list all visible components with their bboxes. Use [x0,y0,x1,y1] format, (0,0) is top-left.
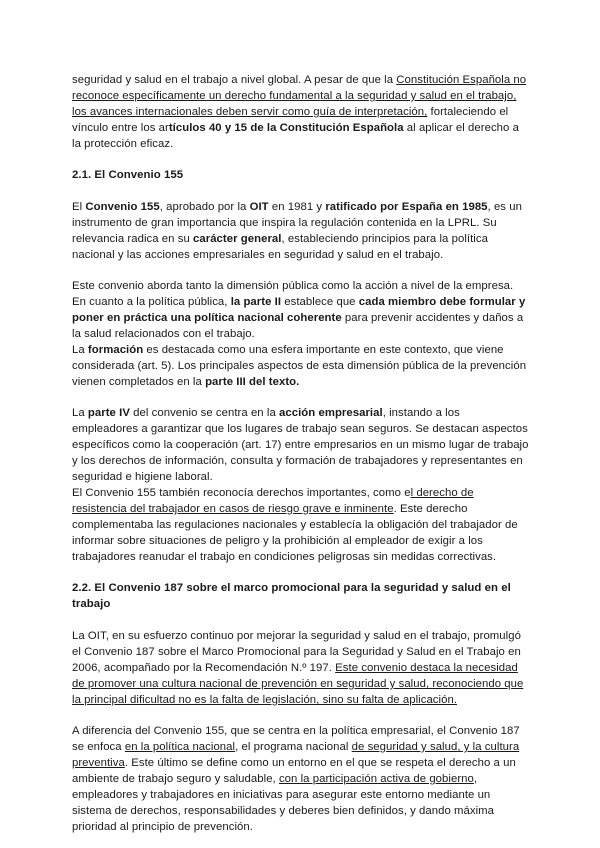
text-run: , aprobado por la [159,201,250,213]
text-run: El [72,201,86,213]
text-run: en 1981 y [268,201,326,213]
bold-text: tículos 40 y 15 de la Constitución Española [168,122,404,134]
text-run: . Este derecho complementaba las regulaciones nacionales y establecía la obligación del trabajador de informar sobre situaciones de peligro y la prohibición al empleador de exigir a los trabajadores reanudar el trabajo en condiciones peligrosas sin medidas correctivas. [72,503,518,563]
bold-text: ratificado por España en 1985 [325,201,488,213]
text-run: es destacada como una esfera importante en este contexto, que viene considerada (art. 5). Los principales aspectos de esta dimensión pública de la prevención vienen completados en la [72,344,527,388]
underlined-text: l derecho de resistencia del trabajador en casos de riesgo grave e inminente [72,487,474,515]
text-run: . Este último se define como un entorno en el que se respeta el derecho a un ambiente de trabajo seguro y saludable, [72,757,516,785]
bold-text: formación [87,344,144,356]
paragraph-convenio-187-intro [72,628,529,708]
text-run: seguridad y salud en el trabajo a nivel global. A pesar de que la [72,74,397,86]
paragraph-cultura-preventiva [72,723,529,835]
bold-text: Convenio 155 [85,201,160,213]
text-run: fortaleciendo el vínculo entre los ar [72,106,509,134]
paragraph-formacion [72,342,529,390]
text-run: para prevenir accidentes y daños a la salud relacionados con el trabajo. [72,312,524,340]
underlined-text: con la participación activa de gobierno [278,773,474,785]
paragraph-dimension-publica [72,278,529,342]
underlined-text: de seguridad y salud, y la cultura preventiva [72,741,520,769]
paragraph-derecho-resistencia [72,485,529,565]
bold-text: la parte II [230,296,282,308]
text-run: , empleadores y trabajadores en iniciativas para asegurar este entorno mediante un sistema de derechos, responsabilidades y deberes bien definidos, y dando máxima prioridad al principio de prevención. [72,773,495,833]
text-run: La OIT, en su esfuerzo continuo por mejorar la seguridad y salud en el trabajo, promulgó el Convenio 187 sobre el Marco Promocional para la Seguridad y Salud en el Trabajo en 2006, acompañado por la Recomendación N.º 197. [72,630,521,674]
paragraph-convenio-155-intro [72,199,529,263]
text-run: establece que [281,296,359,308]
paragraph-parte-iv [72,405,529,485]
text-run: al aplicar el derecho a la protección eficaz. [72,122,519,150]
paragraph-constitucion [72,72,529,152]
text-run: , instando a los empleadores a garantizar que los lugares de trabajo sean seguros. Se destacan aspectos específicos como la cooperación (art. 17) entre empresarios en un mismo lugar de trabajo y los derechos de información, consulta y formación de trabajadores y representantes en seguridad e higiene laboral. [72,407,529,483]
bold-text: parte IV [87,407,130,419]
bold-text: acción empresarial [279,407,383,419]
text-run: , el programa nacional [235,741,352,753]
bold-text: parte III del texto. [205,376,300,388]
underlined-text: Constitución Española no reconoce específicamente un derecho fundamental a la seguridad y salud en el trabajo, los avances internacionales deben servir como guía de interpretación, [72,74,527,118]
bold-text: carácter general [193,233,282,245]
text-run: del convenio se centra en la [129,407,280,419]
underlined-text: en la política nacional [124,741,236,753]
text-run: El Convenio 155 también reconocía derechos importantes, como e [72,487,411,499]
section-heading-convenio-155: 2.1. El Convenio 155 [72,169,184,181]
text-run: A diferencia del Convenio 155, que se centra en la política empresarial, el Convenio 187 se enfoca [72,725,520,753]
underlined-text: Este convenio destaca la necesidad de promover una cultura nacional de prevención en seguridad y salud, reconociendo que la principal dificultad no es la falta de legislación, sino su falta de aplicación. [72,662,524,706]
text-run: La [72,407,88,419]
section-heading-convenio-187: 2.2. El Convenio 187 sobre el marco promocional para la seguridad y salud en el trabajo [72,582,511,610]
bold-text: cada miembro debe formular y poner en práctica una política nacional coherente [72,296,526,324]
text-run: La [72,344,88,356]
bold-text: OIT [249,201,269,213]
text-run: , es un instrumento de gran importancia que inspira la regulación contenida en la LPRL. Su relevancia radica en su [72,201,522,245]
text-run: Este convenio aborda tanto la dimensión pública como la acción a nivel de la empresa. En cuanto a la política pública, [72,280,514,308]
text-run: , estableciendo principios para la política nacional y las acciones empresariales en seguridad y salud en el trabajo. [72,233,488,261]
